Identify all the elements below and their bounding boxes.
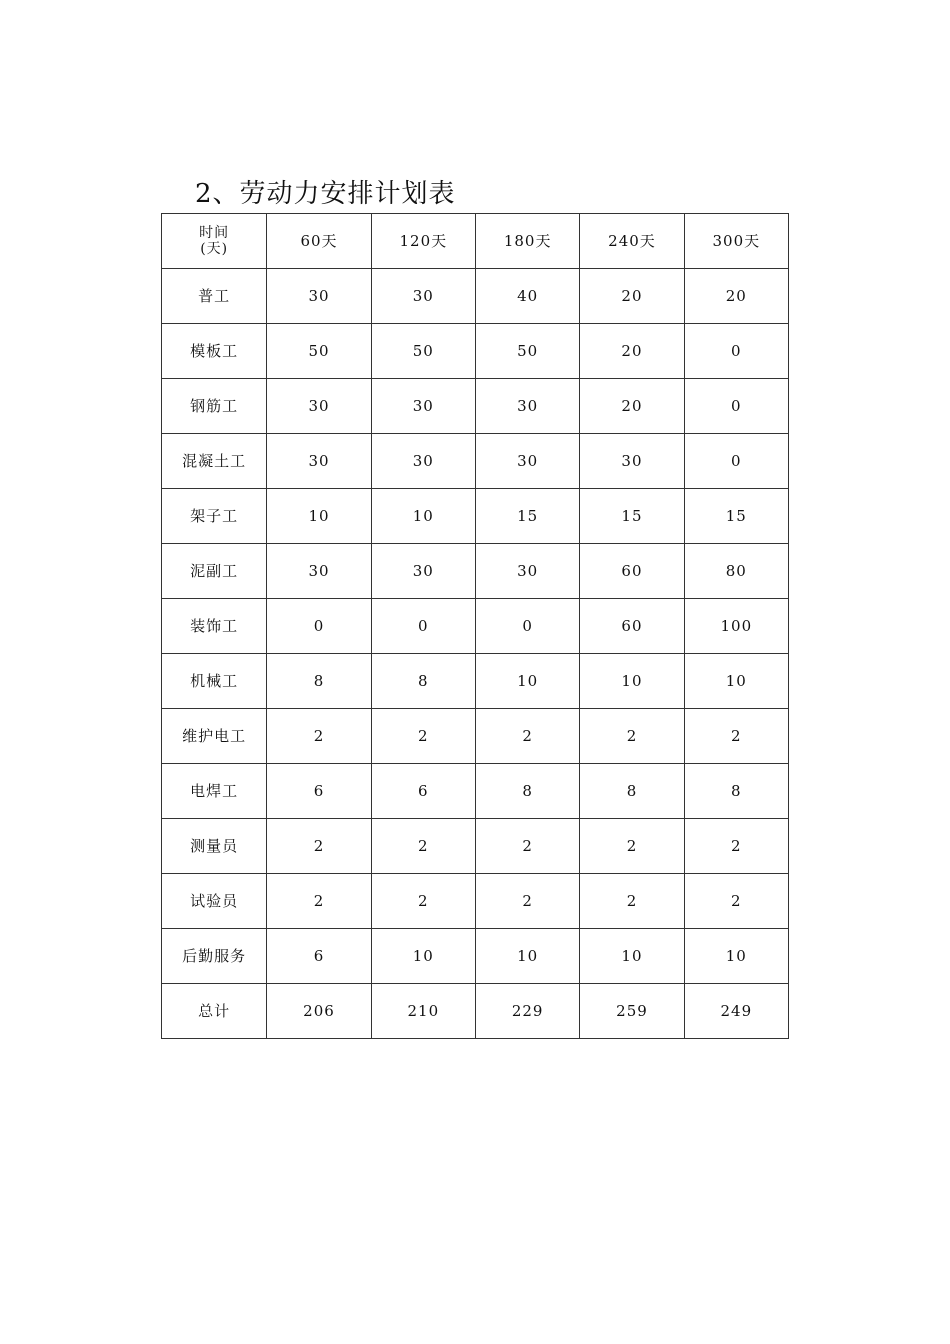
value-cell: 2: [580, 709, 684, 764]
value-cell: 30: [371, 544, 475, 599]
row-label-cell: 后勤服务: [162, 929, 267, 984]
value-cell: 10: [580, 929, 684, 984]
row-label-cell: 混凝土工: [162, 434, 267, 489]
value-cell: 10: [684, 929, 788, 984]
value-cell: 2: [580, 874, 684, 929]
corner-label-unit: (天): [200, 241, 229, 257]
value-cell: 60: [580, 544, 684, 599]
value-cell: 8: [267, 654, 371, 709]
row-label-cell: 普工: [162, 269, 267, 324]
value-cell: 30: [475, 379, 579, 434]
value-cell: 0: [684, 324, 788, 379]
value-cell: 2: [475, 874, 579, 929]
total-row: [162, 984, 789, 1039]
value-cell: 80: [684, 544, 788, 599]
value-cell: 100: [684, 599, 788, 654]
table-row: [162, 819, 789, 874]
row-label-cell: 钢筋工: [162, 379, 267, 434]
value-cell: 2: [371, 819, 475, 874]
value-cell: 20: [580, 269, 684, 324]
value-cell: 8: [580, 764, 684, 819]
value-cell: 6: [267, 764, 371, 819]
value-cell: 2: [580, 819, 684, 874]
value-cell: 30: [267, 269, 371, 324]
value-cell: 20: [684, 269, 788, 324]
value-cell: 30: [475, 544, 579, 599]
column-header: 60天: [267, 214, 371, 269]
value-cell: 20: [580, 324, 684, 379]
row-label-cell: 机械工: [162, 654, 267, 709]
value-cell: 10: [267, 489, 371, 544]
value-cell: 0: [371, 599, 475, 654]
table-row: [162, 324, 789, 379]
value-cell: 15: [580, 489, 684, 544]
value-cell: 10: [580, 654, 684, 709]
value-cell: 8: [684, 764, 788, 819]
value-cell: 2: [371, 709, 475, 764]
value-cell: 20: [580, 379, 684, 434]
row-label-cell: 电焊工: [162, 764, 267, 819]
value-cell: 50: [267, 324, 371, 379]
table-row: [162, 544, 789, 599]
value-cell: 0: [684, 379, 788, 434]
value-cell: 40: [475, 269, 579, 324]
table-body: [162, 214, 789, 1039]
row-label-cell: 总计: [162, 984, 267, 1039]
value-cell: 0: [475, 599, 579, 654]
value-cell: 10: [475, 929, 579, 984]
value-cell: 60: [580, 599, 684, 654]
value-cell: 2: [371, 874, 475, 929]
value-cell: 15: [475, 489, 579, 544]
table-row: [162, 764, 789, 819]
row-label-cell: 装饰工: [162, 599, 267, 654]
value-cell: 50: [475, 324, 579, 379]
corner-header-cell: [162, 214, 267, 269]
value-cell: 10: [684, 654, 788, 709]
table-row: [162, 709, 789, 764]
header-row: [162, 214, 789, 269]
value-cell: 2: [684, 874, 788, 929]
value-cell: 15: [684, 489, 788, 544]
table-row: [162, 929, 789, 984]
row-label-cell: 试验员: [162, 874, 267, 929]
value-cell: 30: [475, 434, 579, 489]
value-cell: 2: [684, 819, 788, 874]
value-cell: 30: [267, 379, 371, 434]
table-row: [162, 434, 789, 489]
table-row: [162, 874, 789, 929]
value-cell: 2: [684, 709, 788, 764]
value-cell: 10: [371, 489, 475, 544]
row-label-cell: 架子工: [162, 489, 267, 544]
value-cell: 259: [580, 984, 684, 1039]
value-cell: 2: [475, 709, 579, 764]
document-title: 2、劳动力安排计划表: [195, 179, 456, 209]
value-cell: 6: [371, 764, 475, 819]
row-label-cell: 测量员: [162, 819, 267, 874]
labor-plan-table: [161, 213, 789, 1039]
value-cell: 50: [371, 324, 475, 379]
value-cell: 30: [371, 269, 475, 324]
value-cell: 2: [267, 709, 371, 764]
value-cell: 8: [475, 764, 579, 819]
column-header: 240天: [580, 214, 684, 269]
value-cell: 30: [371, 434, 475, 489]
value-cell: 10: [475, 654, 579, 709]
column-header: 300天: [684, 214, 788, 269]
value-cell: 10: [371, 929, 475, 984]
value-cell: 30: [580, 434, 684, 489]
value-cell: 0: [267, 599, 371, 654]
value-cell: 0: [684, 434, 788, 489]
table-row: [162, 269, 789, 324]
value-cell: 2: [267, 819, 371, 874]
corner-label-time: 时间: [199, 225, 230, 241]
column-header: 180天: [475, 214, 579, 269]
row-label-cell: 模板工: [162, 324, 267, 379]
value-cell: 30: [267, 544, 371, 599]
value-cell: 6: [267, 929, 371, 984]
value-cell: 2: [267, 874, 371, 929]
table-row: [162, 599, 789, 654]
column-header: 120天: [371, 214, 475, 269]
table-row: [162, 489, 789, 544]
value-cell: 210: [371, 984, 475, 1039]
value-cell: 2: [475, 819, 579, 874]
value-cell: 30: [371, 379, 475, 434]
value-cell: 229: [475, 984, 579, 1039]
row-label-cell: 泥副工: [162, 544, 267, 599]
table-row: [162, 654, 789, 709]
row-label-cell: 维护电工: [162, 709, 267, 764]
value-cell: 249: [684, 984, 788, 1039]
value-cell: 206: [267, 984, 371, 1039]
value-cell: 30: [267, 434, 371, 489]
value-cell: 8: [371, 654, 475, 709]
table-row: [162, 379, 789, 434]
